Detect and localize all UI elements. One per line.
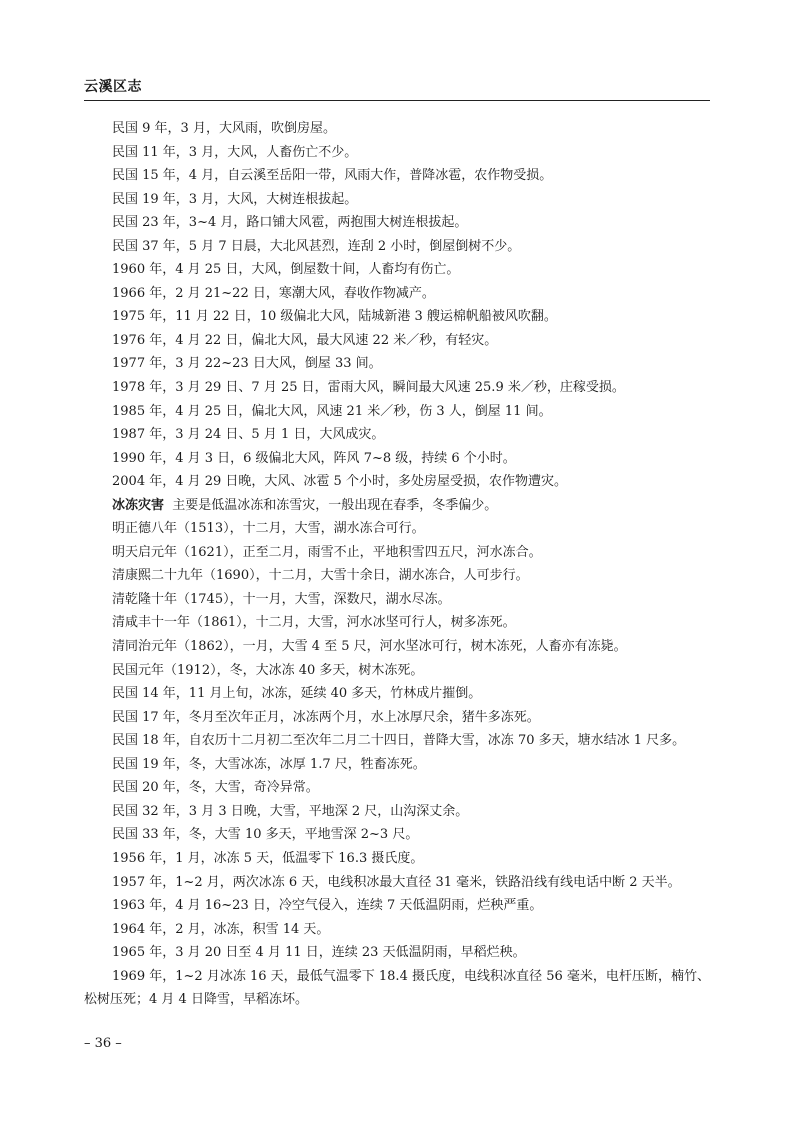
body-paragraph: 1978 年，3 月 29 日、7 月 25 日，雷雨大风，瞬间最大风速 25.9 米／秒，庄稼受损。 bbox=[112, 380, 625, 396]
body-paragraph: 民国 18 年，自农历十二月初二至次年二月二十四日，普降大雪，冰冻 70 多天，塘水结冰 1 尺多。 bbox=[112, 733, 686, 749]
body-paragraph: 1957 年，1~2 月，两次冰冻 6 天，电线积冰最大直径 31 毫米，铁路沿线有线电话中断 2 天半。 bbox=[112, 874, 681, 890]
running-header-title: 云溪区志 bbox=[84, 79, 142, 95]
body-paragraph: 1977 年，3 月 22~23 日大风，倒屋 33 间。 bbox=[112, 356, 382, 372]
body-paragraph: 民国 14 年，11 月上旬，冰冻，延续 40 多天，竹林成片摧倒。 bbox=[112, 686, 482, 702]
body-paragraph: 清咸丰十一年（1861），十二月，大雪，河水冰坚可行人，树多冻死。 bbox=[112, 615, 516, 631]
body-paragraph: 民国 17 年，冬月至次年正月，冰冻两个月，水上冰厚尺余，猪牛多冻死。 bbox=[112, 709, 540, 725]
body-paragraph: 民国 20 年，冬，大雪，奇冷异常。 bbox=[112, 780, 319, 796]
body-paragraph: 民国 19 年，3 月，大风，大树连根拔起。 bbox=[112, 191, 358, 207]
header-rule bbox=[84, 100, 710, 101]
body-paragraph: 1965 年，3 月 20 日至 4 月 11 日，连续 23 天低温阴雨，早稻烂秧。 bbox=[112, 945, 526, 961]
body-paragraph: 2004 年，4 月 29 日晚，大风、冰雹 5 个小时，多处房屋受损，农作物遭灾。 bbox=[112, 474, 567, 490]
body-paragraph: 清康熙二十九年（1690），十二月，大雪十余日，湖水冻合，人可步行。 bbox=[112, 568, 529, 584]
body-paragraph: 明天启元年（1621），正至二月，雨雪不止，平地积雪四五尺，河水冻合。 bbox=[112, 544, 542, 560]
section-intro: 主要是低温冰冻和冻雪灾，一般出现在春季，冬季偏少。 bbox=[172, 497, 498, 513]
body-paragraph: 民国 9 年，3 月，大风雨，吹倒房屋。 bbox=[112, 121, 336, 136]
body-paragraph: 民国 15 年，4 月，自云溪至岳阳一带，风雨大作，普降冰雹，农作物受损。 bbox=[112, 168, 553, 184]
page-number: – 36 – bbox=[84, 1036, 122, 1051]
body-paragraph: 明正德八年（1513），十二月，大雪，湖水冻合可行。 bbox=[112, 521, 425, 537]
body-paragraph: 清乾隆十年（1745），十一月，大雪，深数尺，湖水尽冻。 bbox=[112, 591, 451, 607]
section-heading: 冰冻灾害 bbox=[112, 497, 165, 513]
body-paragraph: 1969 年，1~2 月冰冻 16 天，最低气温零下 18.4 摄氏度，电线积冰直径 56 毫米，电杆压断，楠竹、松树压死；4 月 4 日降雪，早稻冻坏。 bbox=[84, 968, 710, 1008]
body-paragraph: 1963 年，4 月 16~23 日，冷空气侵入，连续 7 天低温阴雨，烂秧严重。 bbox=[112, 898, 543, 914]
body-paragraph: 民国 32 年，3 月 3 日晚，大雪，平地深 2 尺，山沟深丈余。 bbox=[112, 803, 469, 819]
body-paragraph: 清同治元年（1862），一月，大雪 4 至 5 尺，河水坚冰可行，树木冻死，人畜亦有冻毙。 bbox=[112, 639, 627, 655]
body-paragraph: 1975 年，11 月 22 日，10 级偏北大风，陆城新港 3 艘运棉帆船被风吹翻。 bbox=[112, 309, 557, 325]
body-paragraph: 民国 11 年，3 月，大风，人畜伤亡不少。 bbox=[112, 144, 358, 160]
body-paragraph: 民国 33 年，冬，大雪 10 多天，平地雪深 2~3 尺。 bbox=[112, 827, 419, 843]
body-paragraph: 1987 年，3 月 24 日、5 月 1 日，大风成灾。 bbox=[112, 427, 385, 443]
body-paragraph: 1964 年，2 月，冰冻，积雪 14 天。 bbox=[112, 921, 330, 937]
body-paragraph: 民国 37 年，5 月 7 日晨，大北风甚烈，连刮 2 小时，倒屋倒树不少。 bbox=[112, 238, 521, 254]
body-paragraph: 1976 年，4 月 22 日，偏北大风，最大风速 22 米／秒，有轻灾。 bbox=[112, 332, 498, 348]
body-paragraph: 民国元年（1912），冬，大冰冻 40 多天，树木冻死。 bbox=[112, 662, 424, 678]
body-paragraph: 1985 年，4 月 25 日，偏北大风，风速 21 米／秒，伤 3 人，倒屋 11 间。 bbox=[112, 403, 552, 419]
body-paragraph: 民国 19 年，冬，大雪冰冻，冰厚 1.7 尺，牲畜冻死。 bbox=[112, 756, 426, 772]
body-paragraph: 1990 年，4 月 3 日，6 级偏北大风，阵风 7~8 级，持续 6 个小时。 bbox=[112, 450, 516, 466]
body-paragraph: 1960 年，4 月 25 日，大风，倒屋数十间，人畜均有伤亡。 bbox=[112, 262, 460, 278]
section-paragraph bbox=[84, 494, 710, 518]
page-body bbox=[84, 117, 710, 1012]
body-paragraph: 1966 年，2 月 21~22 日，寒潮大风，春收作物减产。 bbox=[112, 285, 435, 301]
body-paragraph: 民国 23 年，3~4 月，路口铺大风雹，两抱围大树连根拔起。 bbox=[112, 215, 468, 231]
body-paragraph: 1956 年，1 月，冰冻 5 天，低温零下 16.3 摄氏度。 bbox=[112, 850, 424, 866]
